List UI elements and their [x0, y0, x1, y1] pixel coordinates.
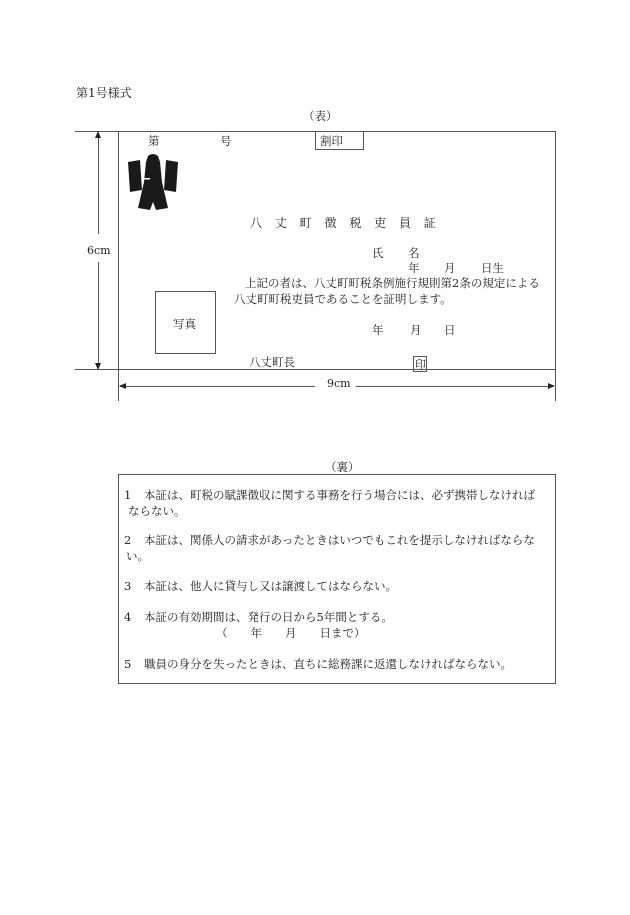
card-bottom-border	[75, 369, 556, 370]
arrow-right-icon	[548, 383, 555, 389]
rule-text-continued: い。	[126, 549, 149, 563]
arrow-left-icon	[119, 383, 126, 389]
rule-text: 本証は、町税の賦課徴収に関する事務を行う場合には、必ず携帯しなければ	[144, 488, 535, 502]
title-char: 八	[250, 216, 263, 230]
issuer-label: 八丈町長	[249, 355, 295, 369]
rule-text: 本証は、他人に貸与し又は譲渡してはならない。	[144, 579, 397, 593]
hachijo-emblem-icon	[124, 152, 182, 214]
issue-day-label: 日	[444, 323, 456, 337]
rule-text: 職員の身分を失ったときは、直ちに総務課に返還しなければならない。	[144, 657, 512, 671]
tally-seal-label: 割印	[320, 134, 343, 148]
validity-date-field: （ 年 月 日まで）	[216, 626, 366, 640]
rule-number: 5	[124, 657, 132, 671]
title-char: 町	[299, 216, 312, 230]
seal-box	[413, 356, 427, 372]
card-title	[250, 214, 445, 231]
photo-label: 写真	[173, 317, 196, 331]
name-label-2: 名	[408, 246, 420, 260]
birth-day-label: 日生	[481, 261, 504, 275]
rule-item-4	[124, 609, 393, 641]
width-dimension-line-left	[120, 386, 315, 387]
title-char: 吏	[374, 216, 387, 230]
title-char: 徴	[324, 216, 337, 230]
back-side-label: （裏）	[325, 460, 360, 474]
seal-label: 印	[415, 358, 426, 371]
birth-year-label: 年	[408, 261, 420, 275]
issue-month-label: 月	[410, 323, 422, 337]
photo-box	[155, 291, 216, 354]
rule-item-5	[124, 656, 512, 672]
rule-text: 本証は、関係人の請求があったときはいつでもこれを提示しなければならな	[144, 533, 535, 547]
name-label-1: 氏	[372, 246, 384, 260]
form-number-label: 第1号様式	[76, 86, 132, 100]
arrow-up-icon	[95, 131, 101, 138]
certification-statement-line2: 八丈町町税吏員であることを証明します。	[234, 292, 452, 306]
title-char: 証	[423, 216, 436, 230]
title-char: 員	[398, 216, 411, 230]
card-left-border	[118, 131, 119, 401]
rule-number: 4	[124, 610, 132, 624]
height-dimension-line-top	[98, 134, 99, 234]
rule-text: 本証の有効期間は、発行の日から5年間とする。	[144, 610, 393, 624]
front-side-label: （表）	[303, 109, 338, 123]
rule-item-3	[124, 578, 397, 594]
rule-number: 3	[124, 579, 132, 593]
width-dimension-label: 9cm	[327, 377, 351, 390]
rule-number: 2	[124, 533, 132, 547]
rule-text-continued: ならない。	[128, 504, 186, 518]
rule-item-2	[124, 532, 535, 564]
card-number-prefix: 第	[148, 134, 160, 148]
issue-year-label: 年	[372, 323, 384, 337]
rule-number: 1	[124, 488, 132, 502]
tally-seal-box	[315, 131, 364, 150]
rule-item-1	[124, 487, 535, 519]
title-char: 丈	[274, 216, 287, 230]
width-dimension-line-right	[356, 386, 552, 387]
title-char: 税	[349, 216, 362, 230]
height-dimension-label: 6cm	[87, 244, 111, 257]
certification-statement-line1: 上記の者は、八丈町町税条例施行規則第2条の規定による	[245, 276, 540, 290]
height-dimension-line-bottom	[98, 262, 99, 366]
birth-month-label: 月	[444, 261, 456, 275]
arrow-down-icon	[95, 363, 101, 370]
card-right-border	[555, 131, 556, 401]
card-number-suffix: 号	[220, 134, 232, 148]
